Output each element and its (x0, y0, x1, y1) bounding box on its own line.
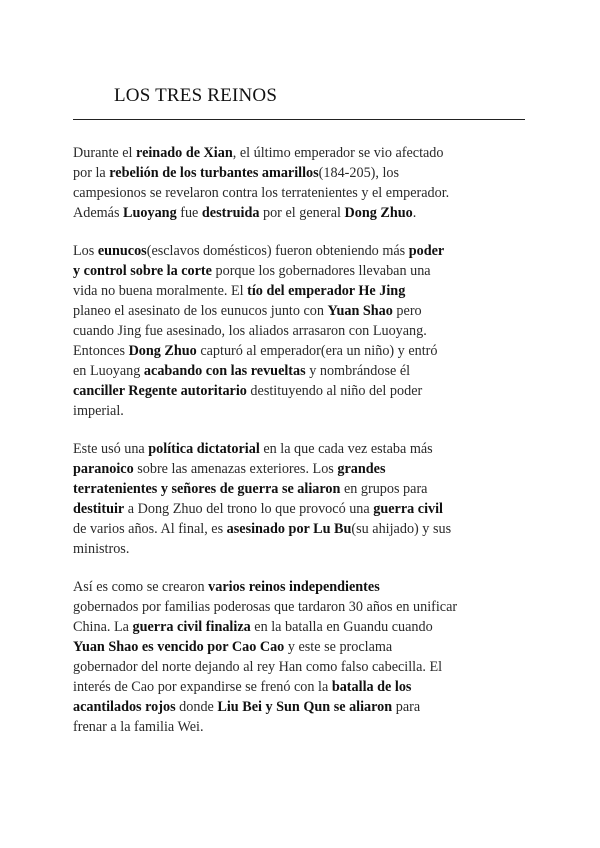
bold-phrase: política dictatorial (148, 441, 260, 457)
text-run: interés de Cao por expandirse se frenó con la (73, 679, 332, 695)
bold-phrase: Yuan Shao es vencido por Cao Cao (73, 639, 285, 655)
text-run: pero (392, 303, 422, 319)
paragraph-line (73, 677, 533, 697)
paragraph-line (73, 637, 533, 657)
paragraph-line (73, 321, 533, 341)
paragraph-line (73, 261, 533, 281)
text-run: en la batalla en Guandu cuando (250, 619, 433, 635)
text-run: gobernados por familias poderosas que tardaron 30 años en unificar (73, 599, 458, 615)
text-run: en Luoyang (73, 363, 144, 379)
text-run: (esclavos domésticos) fueron obteniendo más (146, 243, 409, 259)
bold-phrase: rebelión de los turbantes amarillos (109, 165, 319, 181)
text-run: ministros. (73, 541, 130, 557)
text-run: fue (176, 205, 202, 221)
paragraph-line (73, 519, 533, 539)
paragraph-line (73, 479, 533, 499)
text-run: vida no buena moralmente. El (73, 283, 248, 299)
text-run: frenar a la familia Wei. (73, 719, 204, 735)
document-body (73, 143, 533, 755)
text-run: sobre las amenazas exteriores. Los (133, 461, 338, 477)
title-divider (73, 119, 525, 120)
text-run: Los (73, 243, 98, 259)
text-run: campesionos se revelaron contra los terratenientes y el emperador. (73, 185, 450, 201)
text-run: capturó al emperador(era un niño) y entró (196, 343, 438, 359)
text-run: porque los gobernadores llevaban una (211, 263, 431, 279)
bold-phrase: asesinado por Lu Bu (226, 521, 352, 537)
bold-phrase: paranoico (73, 461, 134, 477)
text-run: , el último emperador se vio afectado (232, 145, 444, 161)
bold-phrase: acabando con las revueltas (143, 363, 306, 379)
text-run: por el general (259, 205, 345, 221)
text-run: planeo el asesinato de los eunucos junto con (73, 303, 328, 319)
paragraph-line (73, 597, 533, 617)
bold-phrase: destituir (73, 501, 125, 517)
paragraph-line (73, 439, 533, 459)
text-run: destituyendo al niño del poder (246, 383, 423, 399)
paragraph-line (73, 281, 533, 301)
text-run: en grupos para (340, 481, 428, 497)
text-run: por la (73, 165, 110, 181)
text-run: cuando Jing fue asesinado, los aliados arrasaron con Luoyang. (73, 323, 427, 339)
text-run: Además (73, 205, 124, 221)
text-run: Este usó una (73, 441, 149, 457)
paragraph-line (73, 301, 533, 321)
text-run: China. La (73, 619, 133, 635)
text-run: en la que cada vez estaba más (259, 441, 433, 457)
text-run: y este se proclama (284, 639, 393, 655)
bold-phrase: Luoyang (123, 205, 177, 221)
text-run: Entonces (73, 343, 129, 359)
bold-phrase: eunucos (97, 243, 147, 259)
text-run: donde (175, 699, 218, 715)
paragraph-line (73, 617, 533, 637)
text-run: a Dong Zhuo del trono lo que provocó una (124, 501, 374, 517)
bold-phrase: Dong Zhuo (344, 205, 413, 221)
paragraph-line (73, 697, 533, 717)
bold-phrase: reinado de Xian (136, 145, 233, 161)
paragraph-line (73, 577, 533, 597)
paragraph-line (73, 717, 533, 737)
text-run: Así es como se crearon (73, 579, 209, 595)
text-run: y nombrándose él (305, 363, 411, 379)
bold-phrase: tío del emperador He Jing (247, 283, 406, 299)
paragraph-line (73, 459, 533, 479)
text-run: para (392, 699, 421, 715)
paragraph-line (73, 183, 533, 203)
text-run: imperial. (73, 403, 124, 419)
text-run: de varios años. Al final, es (73, 521, 227, 537)
bold-phrase: acantilados rojos (73, 699, 176, 715)
paragraph-line (73, 499, 533, 519)
paragraph-4 (73, 577, 533, 737)
bold-phrase: canciller Regente autoritario (73, 383, 247, 399)
text-run: (su ahijado) y sus (351, 521, 452, 537)
paragraph-line (73, 401, 533, 421)
bold-phrase: poder (408, 243, 445, 259)
bold-phrase: Dong Zhuo (128, 343, 197, 359)
text-run: gobernador del norte dejando al rey Han como falso cabecilla. El (73, 659, 443, 675)
paragraph-2 (73, 241, 533, 421)
paragraph-line (73, 539, 533, 559)
bold-phrase: guerra civil (373, 501, 443, 517)
paragraph-line (73, 381, 533, 401)
bold-phrase: Yuan Shao (327, 303, 393, 319)
bold-phrase: guerra civil finaliza (132, 619, 251, 635)
page-title: LOS TRES REINOS (114, 84, 278, 106)
paragraph-line (73, 143, 533, 163)
paragraph-1 (73, 143, 533, 223)
paragraph-3 (73, 439, 533, 559)
paragraph-line (73, 203, 533, 223)
paragraph-line (73, 241, 533, 261)
paragraph-line (73, 341, 533, 361)
bold-phrase: grandes (337, 461, 386, 477)
bold-phrase: varios reinos independientes (208, 579, 380, 595)
text-run: Durante el (73, 145, 137, 161)
paragraph-line (73, 163, 533, 183)
bold-phrase: y control sobre la corte (73, 263, 212, 279)
bold-phrase: batalla de los (331, 679, 412, 695)
text-run: . (412, 205, 417, 221)
text-run: (184-205), los (318, 165, 400, 181)
paragraph-line (73, 657, 533, 677)
bold-phrase: destruida (201, 205, 260, 221)
paragraph-line (73, 361, 533, 381)
bold-phrase: Liu Bei y Sun Qun se aliaron (217, 699, 393, 715)
bold-phrase: terratenientes y señores de guerra se aliaron (73, 481, 341, 497)
